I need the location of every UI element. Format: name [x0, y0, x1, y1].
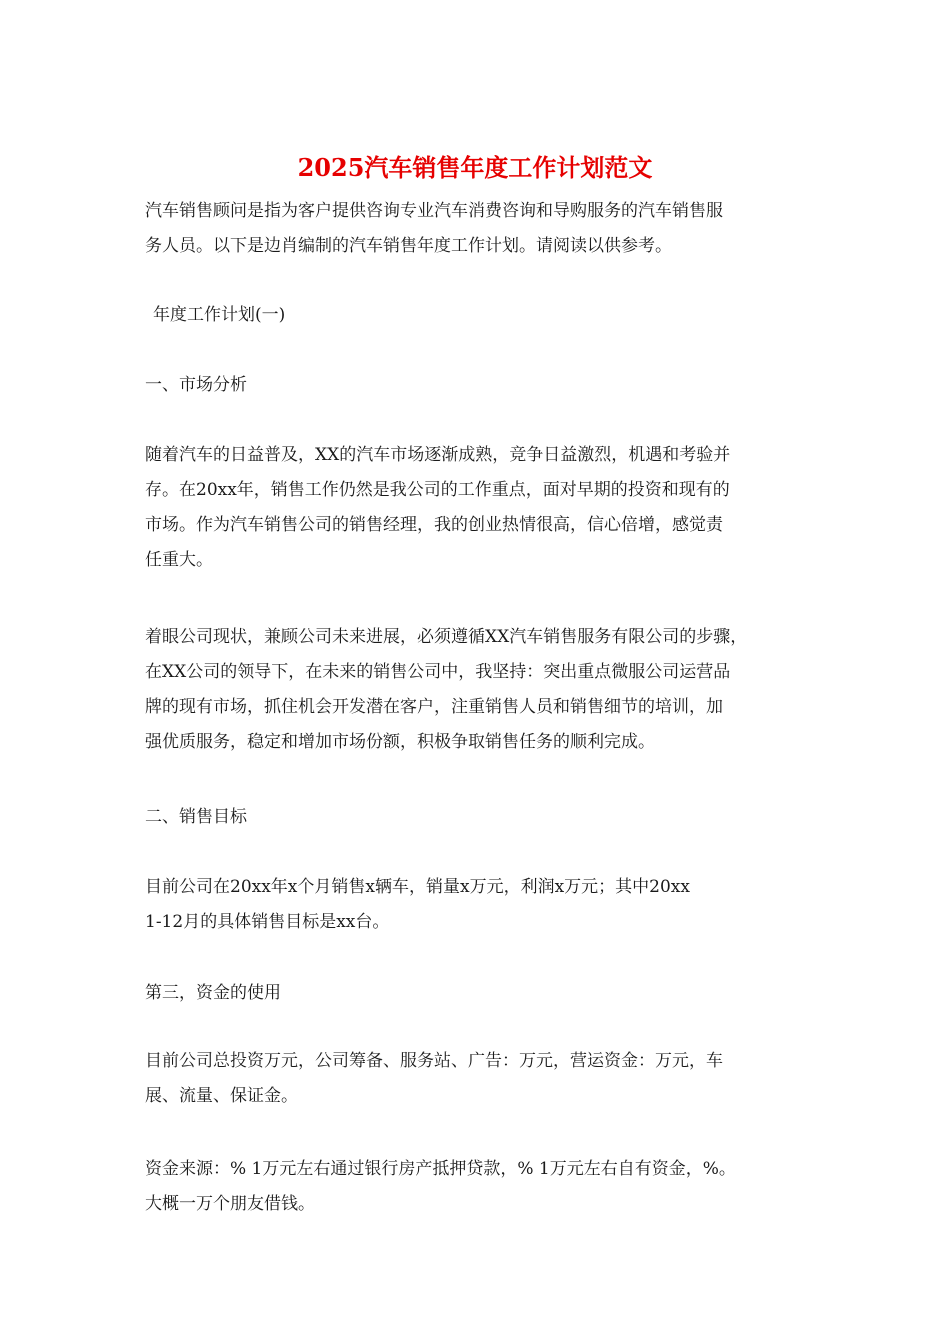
- text-line: 一、市场分析: [145, 375, 247, 395]
- text-line: 市场。作为汽车销售公司的销售经理，我的创业热情很高，信心倍增，感觉责: [145, 515, 723, 535]
- intro-paragraph: [145, 194, 815, 264]
- text-line: 二、销售目标: [145, 807, 247, 827]
- text-line: 存。在20xx年，销售工作仍然是我公司的工作重点，面对早期的投资和现有的: [145, 480, 730, 500]
- text-line: 年度工作计划(一): [153, 305, 286, 325]
- text-line: 强优质服务，稳定和增加市场份额，积极争取销售任务的顺利完成。: [145, 732, 655, 752]
- text-line: 务人员。以下是边肖编制的汽车销售年度工作计划。请阅读以供参考。: [145, 236, 672, 256]
- company-status-paragraph: [145, 620, 815, 760]
- section-heading-plan-one: [145, 298, 815, 333]
- section-heading-market-analysis: [145, 368, 815, 403]
- section-heading-capital-use: [145, 976, 815, 1011]
- text-line: 大概一万个朋友借钱。: [145, 1194, 315, 1214]
- text-line: 牌的现有市场，抓住机会开发潜在客户，注重销售人员和销售细节的培训，加: [145, 697, 723, 717]
- text-line: 汽车销售顾问是指为客户提供咨询专业汽车消费咨询和导购服务的汽车销售服: [145, 201, 723, 221]
- capital-use-paragraph: [145, 1044, 815, 1114]
- text-line: 目前公司在20xx年x个月销售x辆车，销量x万元，利润x万元；其中20xx: [145, 877, 690, 897]
- text-line: 目前公司总投资万元，公司筹备、服务站、广告：万元，营运资金：万元，车: [145, 1051, 723, 1071]
- market-analysis-paragraph: [145, 438, 815, 578]
- text-line: 第三，资金的使用: [145, 983, 281, 1003]
- text-line: 展、流量、保证金。: [145, 1086, 298, 1106]
- section-heading-sales-target: [145, 800, 815, 835]
- text-line: 任重大。: [145, 550, 213, 570]
- text-line: 资金来源：% 1万元左右通过银行房产抵押贷款，% 1万元左右自有资金，%。: [145, 1159, 736, 1179]
- sales-target-paragraph: [145, 870, 815, 940]
- capital-source-paragraph: [145, 1152, 815, 1222]
- text-line: 在XX公司的领导下，在未来的销售公司中，我坚持：突出重点微服公司运营品: [145, 662, 731, 682]
- document-title: 2025汽车销售年度工作计划范文: [297, 153, 653, 182]
- text-line: 1-12月的具体销售目标是xx台。: [145, 912, 390, 932]
- text-line: 着眼公司现状，兼顾公司未来进展，必须遵循XX汽车销售服务有限公司的步骤，: [145, 627, 748, 647]
- text-line: 随着汽车的日益普及，XX的汽车市场逐渐成熟，竞争日益激烈，机遇和考验并: [145, 445, 731, 465]
